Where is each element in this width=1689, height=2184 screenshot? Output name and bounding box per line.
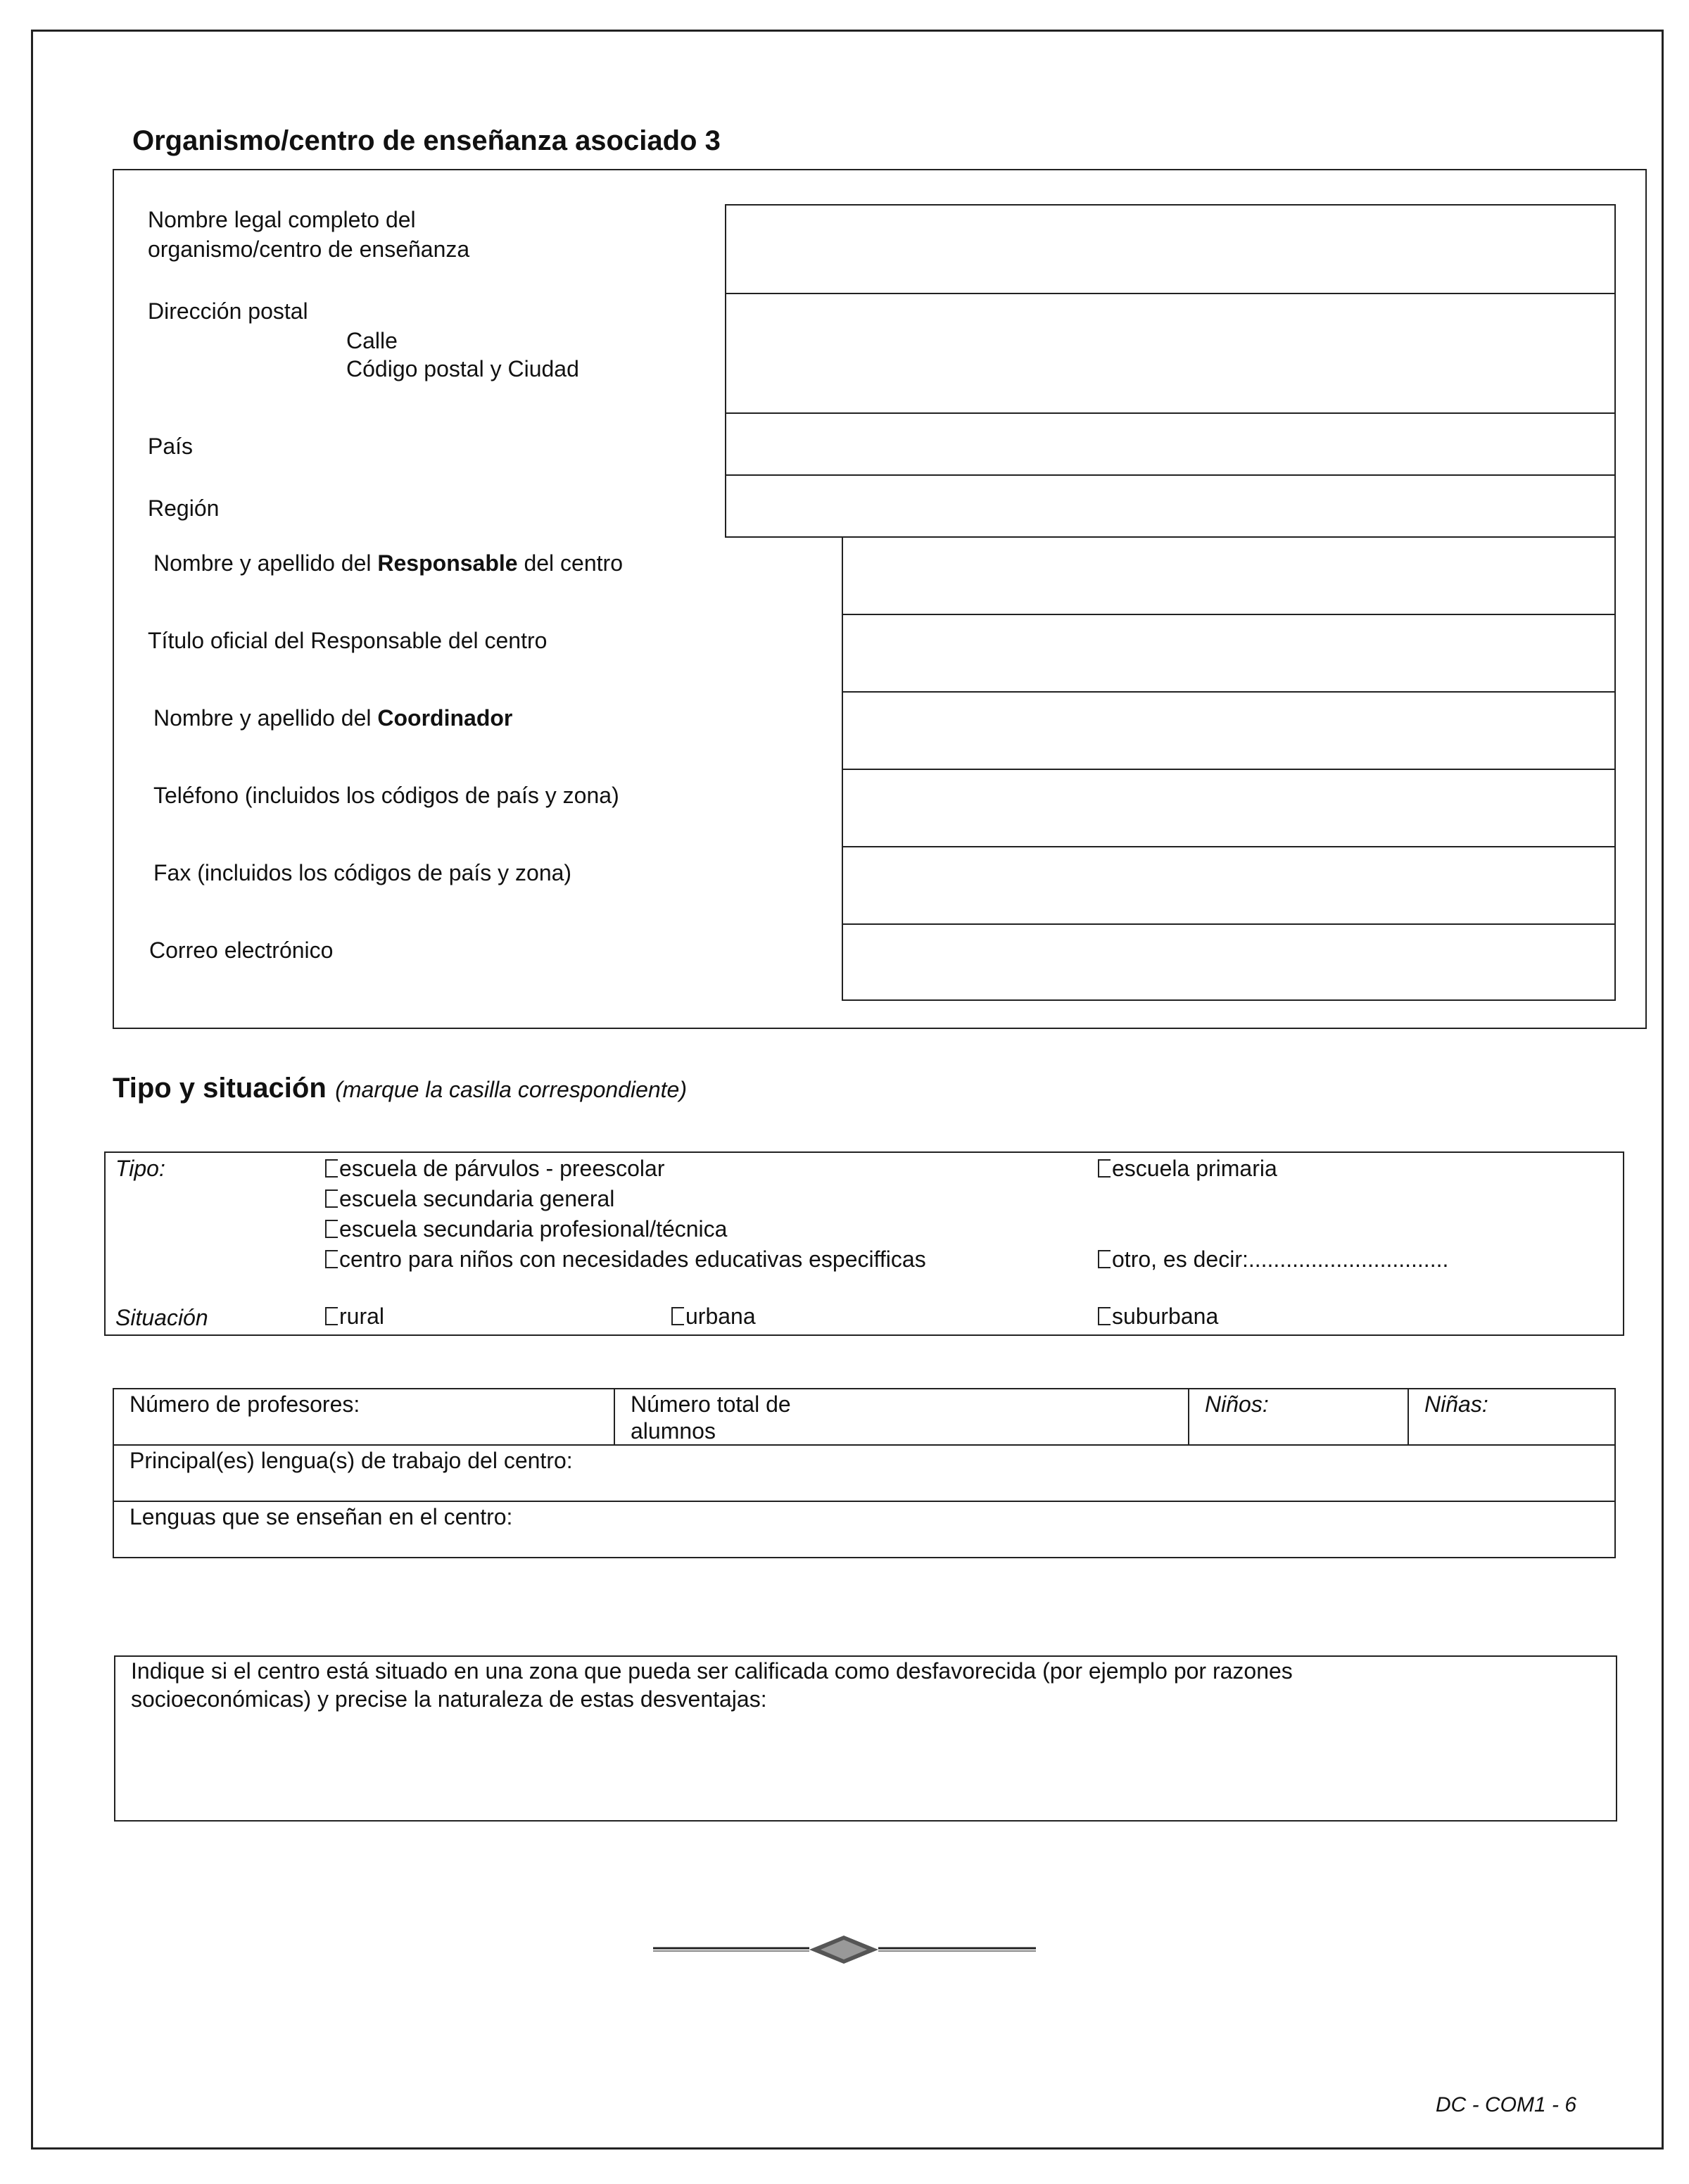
students-label-1: Número total de bbox=[631, 1391, 791, 1417]
section-title: Organismo/centro de enseñanza asociado 3 bbox=[132, 125, 721, 156]
tipo-option-primary[interactable] bbox=[1098, 1154, 1277, 1182]
boys-cell[interactable]: Niños: bbox=[1205, 1391, 1269, 1417]
phone-input[interactable] bbox=[842, 769, 1616, 847]
students-cell[interactable] bbox=[615, 1389, 1188, 1446]
checkbox[interactable] bbox=[325, 1189, 338, 1208]
option-label: centro para niños con necesidades educativas especifficas bbox=[339, 1246, 926, 1272]
tipo-option-secondary-general[interactable] bbox=[325, 1185, 614, 1213]
type-section-heading bbox=[113, 1073, 687, 1104]
option-label: escuela secundaria profesional/técnica bbox=[339, 1216, 728, 1242]
checkbox[interactable] bbox=[1098, 1159, 1111, 1178]
situacion-option-suburban[interactable] bbox=[1098, 1302, 1218, 1330]
label-head-title: Título oficial del Responsable del centro bbox=[148, 628, 548, 653]
situacion-option-rural[interactable] bbox=[325, 1302, 384, 1330]
option-label: rural bbox=[339, 1304, 385, 1329]
option-label: urbana bbox=[685, 1304, 756, 1329]
taught-languages-cell[interactable]: Lenguas que se enseñan en el centro: bbox=[129, 1504, 513, 1529]
students-label-2: alumnos bbox=[631, 1418, 716, 1444]
label-street: Calle bbox=[346, 328, 398, 353]
fax-input[interactable] bbox=[842, 846, 1616, 925]
teachers-cell[interactable]: Número de profesores: bbox=[129, 1391, 360, 1417]
label-postal-city: Código postal y Ciudad bbox=[346, 356, 579, 381]
option-label: escuela de párvulos - preescolar bbox=[339, 1156, 665, 1181]
head-name-bold: Responsable bbox=[377, 550, 518, 576]
label-country: País bbox=[148, 434, 194, 459]
head-title-input[interactable] bbox=[842, 614, 1616, 693]
disadvantage-line-1: Indique si el centro está situado en una zona que pueda ser calificada como desfavorecida (por ejemplo por razones bbox=[131, 1658, 1293, 1684]
checkbox[interactable] bbox=[1098, 1307, 1111, 1325]
situacion-label: Situación bbox=[115, 1305, 208, 1330]
label-head-name bbox=[153, 549, 623, 577]
label-email: Correo electrónico bbox=[149, 938, 334, 963]
tipo-option-secondary-technical[interactable] bbox=[325, 1215, 727, 1243]
coordinator-input[interactable] bbox=[842, 691, 1616, 770]
label-legal-name-1: Nombre legal completo del bbox=[148, 207, 416, 232]
checkbox[interactable] bbox=[671, 1307, 684, 1325]
working-languages-cell[interactable]: Principal(es) lengua(s) de trabajo del centro: bbox=[129, 1448, 573, 1473]
tipo-option-other[interactable] bbox=[1098, 1245, 1448, 1273]
email-input[interactable] bbox=[842, 923, 1616, 1001]
head-name-post: del centro bbox=[517, 550, 623, 576]
type-section-title: Tipo y situación bbox=[113, 1073, 327, 1104]
disadvantage-line-2: socioeconómicas) y precise la naturaleza de estas desventajas: bbox=[131, 1686, 767, 1712]
option-label: escuela primaria bbox=[1112, 1156, 1277, 1181]
head-name-input[interactable] bbox=[842, 536, 1616, 615]
checkbox[interactable] bbox=[325, 1220, 338, 1238]
coord-bold: Coordinador bbox=[377, 705, 513, 731]
tipo-option-preschool[interactable] bbox=[325, 1154, 664, 1182]
label-fax: Fax (incluidos los códigos de país y zona) bbox=[153, 860, 572, 885]
girls-cell[interactable]: Niñas: bbox=[1424, 1391, 1488, 1417]
legal-name-input[interactable] bbox=[725, 204, 1616, 294]
footer-code: DC - COM1 - 6 bbox=[1436, 2093, 1577, 2116]
checkbox[interactable] bbox=[1098, 1250, 1111, 1268]
tipo-option-special-needs[interactable] bbox=[325, 1245, 926, 1273]
region-input[interactable] bbox=[725, 474, 1616, 538]
label-address: Dirección postal bbox=[148, 298, 308, 324]
label-region: Región bbox=[148, 495, 220, 521]
option-label: suburbana bbox=[1112, 1304, 1219, 1329]
checkbox[interactable] bbox=[325, 1159, 338, 1178]
label-legal-name-2: organismo/centro de enseñanza bbox=[148, 236, 470, 262]
tipo-label: Tipo: bbox=[115, 1156, 165, 1181]
situacion-option-urban[interactable] bbox=[671, 1302, 756, 1330]
head-name-pre: Nombre y apellido del bbox=[153, 550, 378, 576]
label-coordinator bbox=[153, 704, 512, 732]
checkbox[interactable] bbox=[325, 1250, 338, 1268]
coord-pre: Nombre y apellido del bbox=[153, 705, 378, 731]
label-phone: Teléfono (incluidos los códigos de país y zona) bbox=[153, 783, 619, 808]
option-label: escuela secundaria general bbox=[339, 1186, 615, 1211]
country-input[interactable] bbox=[725, 412, 1616, 476]
option-label: otro, es decir:................................ bbox=[1112, 1246, 1449, 1272]
checkbox[interactable] bbox=[325, 1307, 338, 1325]
diamond-divider-icon bbox=[647, 1931, 1042, 1970]
address-input[interactable] bbox=[725, 293, 1616, 414]
type-section-subtitle: (marque la casilla correspondiente) bbox=[335, 1077, 687, 1102]
